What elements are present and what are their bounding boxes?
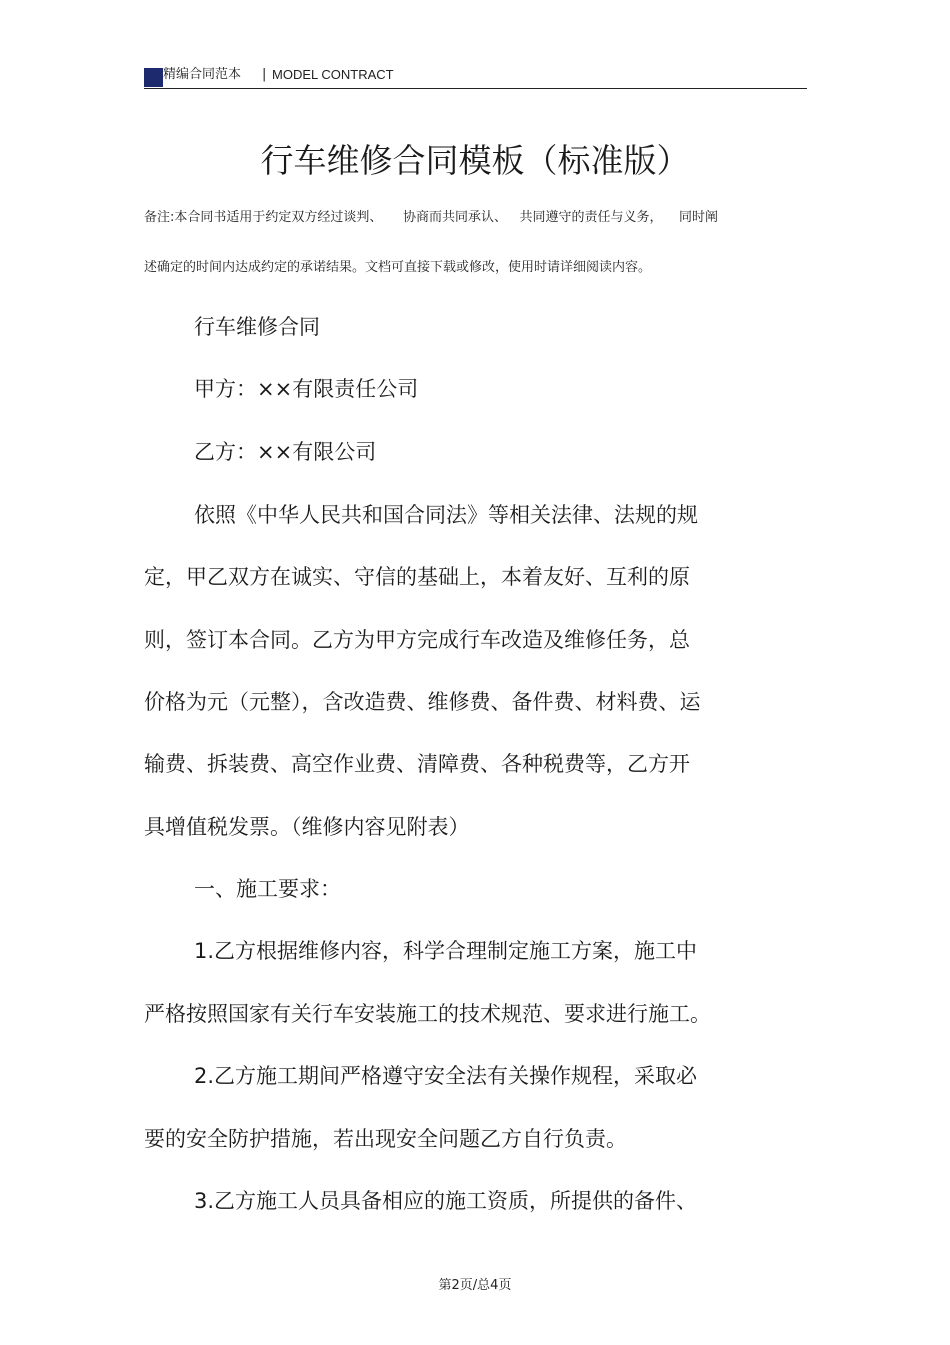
page-number: 第2页/总4页 xyxy=(438,1278,512,1293)
note-line-1: 备注:本合同书适用于约定双方经过谈判、 协商而共同承认、 共同遵守的责任与义务， 同时阐 xyxy=(144,210,718,225)
header-brand-cn: 精编合同范本 xyxy=(163,67,242,82)
contract-heading: 行车维修合同 xyxy=(194,315,320,339)
party-b: 乙方：××有限公司 xyxy=(194,440,377,464)
body-line: 要的安全防护措施，若出现安全问题乙方自行负责。 xyxy=(144,1127,627,1151)
body-line: 价格为元（元整），含改造费、维修费、备件费、材料费、运 xyxy=(144,690,701,714)
body-line: 输费、拆装费、高空作业费、清障费、各种税费等，乙方开 xyxy=(144,752,690,776)
body-line: 1.乙方根据维修内容，科学合理制定施工方案，施工中 xyxy=(194,939,698,963)
page-header xyxy=(144,64,807,89)
note-line-2: 述确定的时间内达成约定的承诺结果。文档可直接下载或修改，使用时请详细阅读内容。 xyxy=(144,260,652,275)
body-line: 3.乙方施工人员具备相应的施工资质，所提供的备件、 xyxy=(194,1189,698,1213)
body-line: 严格按照国家有关行车安装施工的技术规范、要求进行施工。 xyxy=(144,1002,711,1026)
header-brand-en: MODEL CONTRACT xyxy=(272,67,394,82)
header-separator: | xyxy=(262,67,267,82)
body-line: 则，签订本合同。乙方为甲方完成行车改造及维修任务，总 xyxy=(144,628,690,652)
body-line: 具增值税发票。（维修内容见附表） xyxy=(144,815,470,839)
body-line: 依照《中华人民共和国合同法》等相关法律、法规的规 xyxy=(194,503,698,527)
document-title: 行车维修合同模板（标准版） xyxy=(260,141,690,180)
brand-logo-icon xyxy=(144,68,163,87)
section-heading: 一、施工要求： xyxy=(194,877,341,901)
party-a: 甲方：××有限责任公司 xyxy=(194,377,419,401)
body-line: 定，甲乙双方在诚实、守信的基础上，本着友好、互利的原 xyxy=(144,565,690,589)
body-line: 2.乙方施工期间严格遵守安全法有关操作规程，采取必 xyxy=(194,1064,698,1088)
